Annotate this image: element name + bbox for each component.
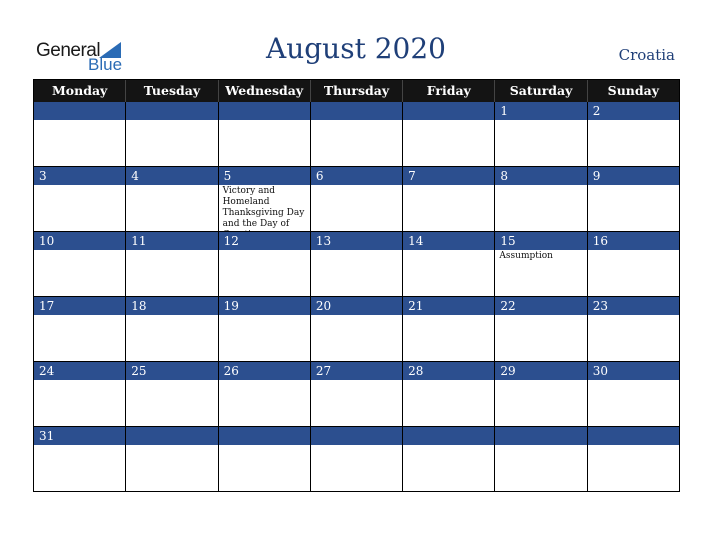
day-cell-event: [494, 185, 586, 231]
day-body-row: [34, 315, 679, 362]
day-number: 11: [125, 232, 217, 250]
day-number: 8: [494, 167, 586, 185]
day-cell-event: Assumption: [494, 250, 586, 296]
weekday-wednesday: Wednesday: [218, 80, 310, 102]
day-number: [587, 427, 679, 445]
weekday-header: [34, 80, 679, 102]
day-number: 25: [125, 362, 217, 380]
weekday-thursday: Thursday: [310, 80, 402, 102]
day-cell-event: [587, 185, 679, 231]
day-cell-event: [218, 315, 310, 361]
day-cell-event: [310, 315, 402, 361]
day-cell-event: [125, 380, 217, 426]
day-cell-event: [402, 120, 494, 166]
logo-blue-text: Blue: [88, 55, 123, 74]
day-cell-event: [494, 380, 586, 426]
day-number: 24: [39, 364, 55, 378]
calendar-week: [34, 102, 679, 167]
day-cell-event: [34, 185, 125, 231]
calendar-week: [34, 167, 679, 232]
day-number: 22: [494, 297, 586, 315]
day-cell-event: [125, 120, 217, 166]
day-number: 6: [310, 167, 402, 185]
day-cell-event: [587, 250, 679, 296]
day-number: 17: [39, 299, 55, 313]
day-cell-event: [402, 250, 494, 296]
day-cell-event: [587, 315, 679, 361]
day-number: [310, 102, 402, 120]
day-number: 1: [494, 102, 586, 120]
day-cell-event: [34, 445, 125, 491]
day-number: 4: [125, 167, 217, 185]
day-cell-event: [125, 250, 217, 296]
day-number: 3: [39, 169, 47, 183]
day-number: 2: [587, 102, 679, 120]
day-number: 23: [587, 297, 679, 315]
day-number: 15: [494, 232, 586, 250]
day-number: 7: [402, 167, 494, 185]
day-cell-event: [402, 185, 494, 231]
day-body-row: [34, 380, 679, 427]
day-number: 10: [39, 234, 55, 248]
day-cell-event: [402, 445, 494, 491]
day-cell-event: [310, 380, 402, 426]
day-number: 5: [218, 167, 310, 185]
day-cell-event: [402, 380, 494, 426]
day-cell-event: [218, 445, 310, 491]
country-label: Croatia: [618, 46, 675, 64]
day-number: 30: [587, 362, 679, 380]
day-number: 16: [587, 232, 679, 250]
day-number: [310, 427, 402, 445]
day-number-row: [34, 427, 679, 445]
day-number: 14: [402, 232, 494, 250]
day-cell-event: [34, 380, 125, 426]
day-body-row: [34, 250, 679, 297]
day-number: 26: [218, 362, 310, 380]
day-number: 21: [402, 297, 494, 315]
day-number: 18: [125, 297, 217, 315]
day-cell-event: [494, 445, 586, 491]
day-number: [125, 427, 217, 445]
page-title: August 2020: [266, 32, 446, 65]
day-number: [218, 427, 310, 445]
day-body-row: [34, 120, 679, 167]
day-cell-event: [587, 445, 679, 491]
calendar-week: [34, 362, 679, 427]
day-number: [402, 427, 494, 445]
day-cell-event: [218, 250, 310, 296]
day-number: 20: [310, 297, 402, 315]
day-number: 31: [39, 429, 55, 443]
day-number: 12: [218, 232, 310, 250]
day-number-row: [34, 362, 679, 380]
day-cell-event: [34, 250, 125, 296]
day-cell-event: [125, 185, 217, 231]
day-cell-event: Victory and Homeland Thanksgiving Day and the Day of: [218, 185, 310, 231]
day-cell-event: [310, 120, 402, 166]
day-cell-event: [310, 445, 402, 491]
day-cell-event: [494, 315, 586, 361]
day-number: [34, 102, 125, 120]
day-cell-event: [587, 120, 679, 166]
day-cell-event: [402, 315, 494, 361]
day-number: [218, 102, 310, 120]
day-number-row: [34, 167, 679, 185]
day-cell-event: [494, 120, 586, 166]
day-number: 29: [494, 362, 586, 380]
day-cell-event: [310, 185, 402, 231]
day-number-row: [34, 232, 679, 250]
day-cell-event: [310, 250, 402, 296]
logo-general-text: General: [36, 40, 101, 61]
weekday-saturday: Saturday: [494, 80, 586, 102]
day-cell-event: [218, 380, 310, 426]
weekday-tuesday: Tuesday: [125, 80, 217, 102]
calendar-grid: [33, 79, 680, 492]
day-number: 13: [310, 232, 402, 250]
day-number: 19: [218, 297, 310, 315]
day-number: [494, 427, 586, 445]
calendar-week: [34, 297, 679, 362]
calendar-week: [34, 427, 679, 491]
day-number: 28: [402, 362, 494, 380]
day-number: 27: [310, 362, 402, 380]
day-number-row: [34, 102, 679, 120]
day-cell-event: [34, 120, 125, 166]
day-body-row: [34, 185, 679, 232]
weekday-sunday: Sunday: [587, 80, 679, 102]
day-number: [125, 102, 217, 120]
weekday-monday: Monday: [51, 83, 108, 98]
day-cell-event: [125, 315, 217, 361]
day-cell-event: [125, 445, 217, 491]
day-cell-event: [218, 120, 310, 166]
day-cell-event: [34, 315, 125, 361]
day-number-row: [34, 297, 679, 315]
day-number: 9: [587, 167, 679, 185]
day-cell-event: [587, 380, 679, 426]
weekday-friday: Friday: [402, 80, 494, 102]
day-number: [402, 102, 494, 120]
calendar-week: [34, 232, 679, 297]
day-body-row: [34, 445, 679, 491]
